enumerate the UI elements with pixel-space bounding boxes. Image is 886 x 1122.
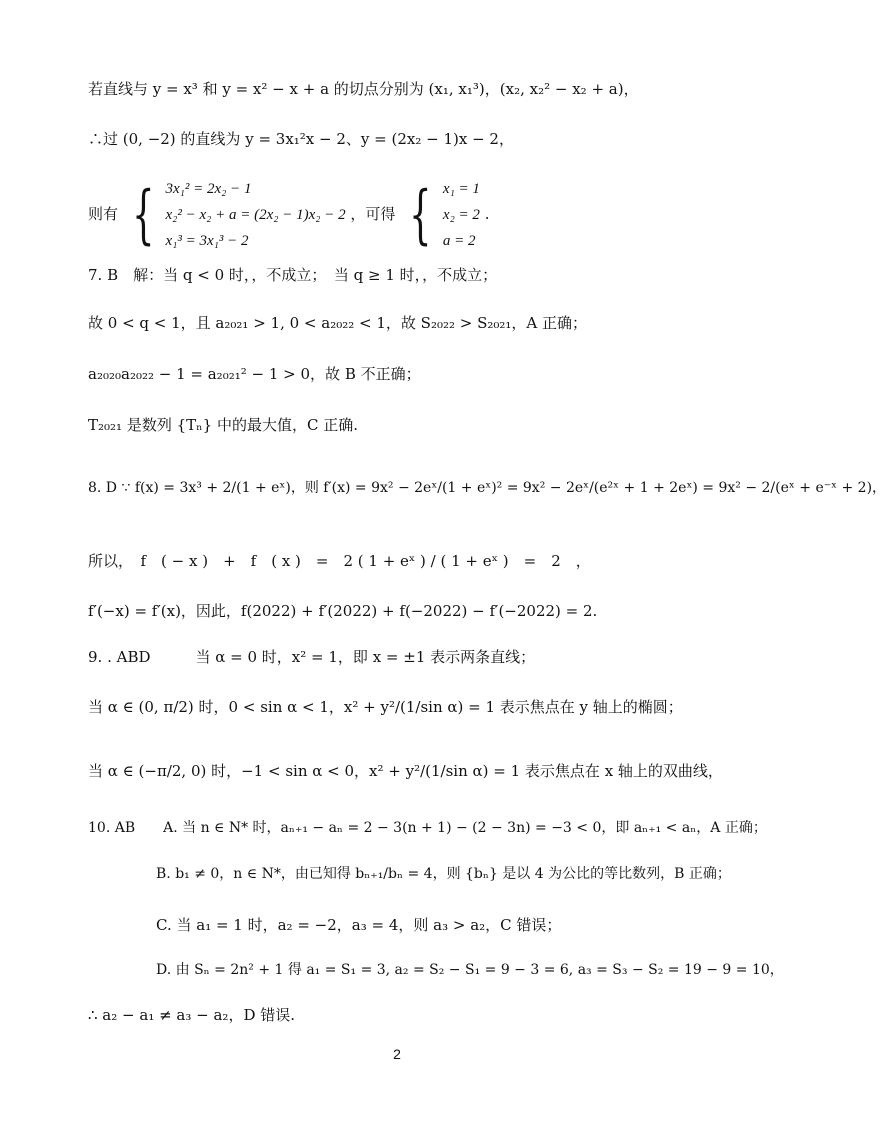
system-eq: 3x₁² = 2x₂ − 1 (165, 181, 252, 197)
system-left (123, 180, 346, 250)
solution-line: 若直线与 y = x³ 和 y = x² − x + a 的切点分别为 (x₁, x₁³)，(x₂, x₂² − x₂ + a)， (88, 80, 639, 98)
solution-line: 故 0 < q < 1，且 a₂₀₂₁ > 1, 0 < a₂₀₂₂ < 1，故 S₂₀₂₂ > S₂₀₂₁，A 正确； (88, 314, 588, 332)
solution-line: T₂₀₂₁ 是数列 {Tₙ} 中的最大值，C 正确. (88, 416, 358, 434)
solution-line: B. b₁ ≠ 0，n ∈ N*，由已知得 bₙ₊₁/bₙ = 4，则 {bₙ} 是以 4 为公比的等比数列，B 正确； (156, 866, 731, 882)
solution-line: 所以， f ( − x ) + f ( x ) = 2 ( 1 + eˣ ) / ( 1 + eˣ ) = 2 ， (88, 552, 591, 570)
system-prefix: 则有 (88, 205, 119, 223)
system-suffix: . (484, 205, 490, 223)
system-right (400, 180, 480, 250)
solution-line: 9. . ABD 当 α = 0 时，x² = 1，即 x = ±1 表示两条直线； (88, 648, 536, 666)
solution-line: 7. B 解：当 q < 0 时，，不成立； 当 q ≥ 1 时，，不成立； (88, 266, 498, 284)
solution-line: ∴ a₂ − a₁ ≠ a₃ − a₂，D 错误. (88, 1006, 296, 1024)
solution-line: 8. D ∵ f(x) = 3x³ + 2/(1 + eˣ)，则 f′(x) = 9x² − 2eˣ/(1 + eˣ)² = 9x² − 2eˣ/(e²ˣ + 1 + 2eˣ) = 9x² − 2/(eˣ + e⁻ˣ + 2)， (88, 480, 886, 496)
solution-line: a₂₀₂₀a₂₀₂₂ − 1 = a₂₀₂₁² − 1 > 0，故 B 不正确； (88, 365, 421, 383)
solution-line: C. 当 a₁ = 1 时，a₂ = −2，a₃ = 4，则 a₃ > a₂，C 错误； (156, 916, 562, 934)
system-eq: x₁³ = 3x₁³ − 2 (165, 233, 249, 249)
page-number: 2 (393, 1046, 401, 1062)
system-result: a = 2 (442, 233, 476, 249)
system-result: x₂ = 2 (442, 207, 480, 223)
solution-line: 10. AB A. 当 n ∈ N* 时，aₙ₊₁ − aₙ = 2 − 3(n + 1) − (2 − 3n) = −3 < 0，即 aₙ₊₁ < aₙ，A 正确； (88, 820, 767, 836)
solution-line: ∴过 (0, −2) 的直线为 y = 3x₁²x − 2、y = (2x₂ − 1)x − 2， (88, 130, 514, 148)
system-result: x₁ = 1 (442, 181, 480, 197)
equation-system (88, 180, 489, 250)
solution-line: D. 由 Sₙ = 2n² + 1 得 a₁ = S₁ = 3, a₂ = S₂ − S₁ = 9 − 3 = 6, a₃ = S₃ − S₂ = 19 − 9 = 10， (156, 962, 784, 978)
solution-line: 当 α ∈ (0, π/2) 时，0 < sin α < 1，x² + y²/(1/sin α) = 1 表示焦点在 y 轴上的椭圆； (88, 698, 683, 716)
left-brace-icon: { (131, 178, 155, 252)
solution-line: f′(−x) = f′(x)，因此，f(2022) + f′(2022) + f(−2022) − f′(−2022) = 2. (88, 602, 598, 620)
solution-line: 当 α ∈ (−π/2, 0) 时，−1 < sin α < 0，x² + y²/(1/sin α) = 1 表示焦点在 x 轴上的双曲线， (88, 762, 723, 780)
system-middle: ，可得 (350, 205, 396, 223)
left-brace-icon: { (409, 178, 432, 252)
system-eq: x₂² − x₂ + a = (2x₂ − 1)x₂ − 2 (165, 207, 346, 223)
